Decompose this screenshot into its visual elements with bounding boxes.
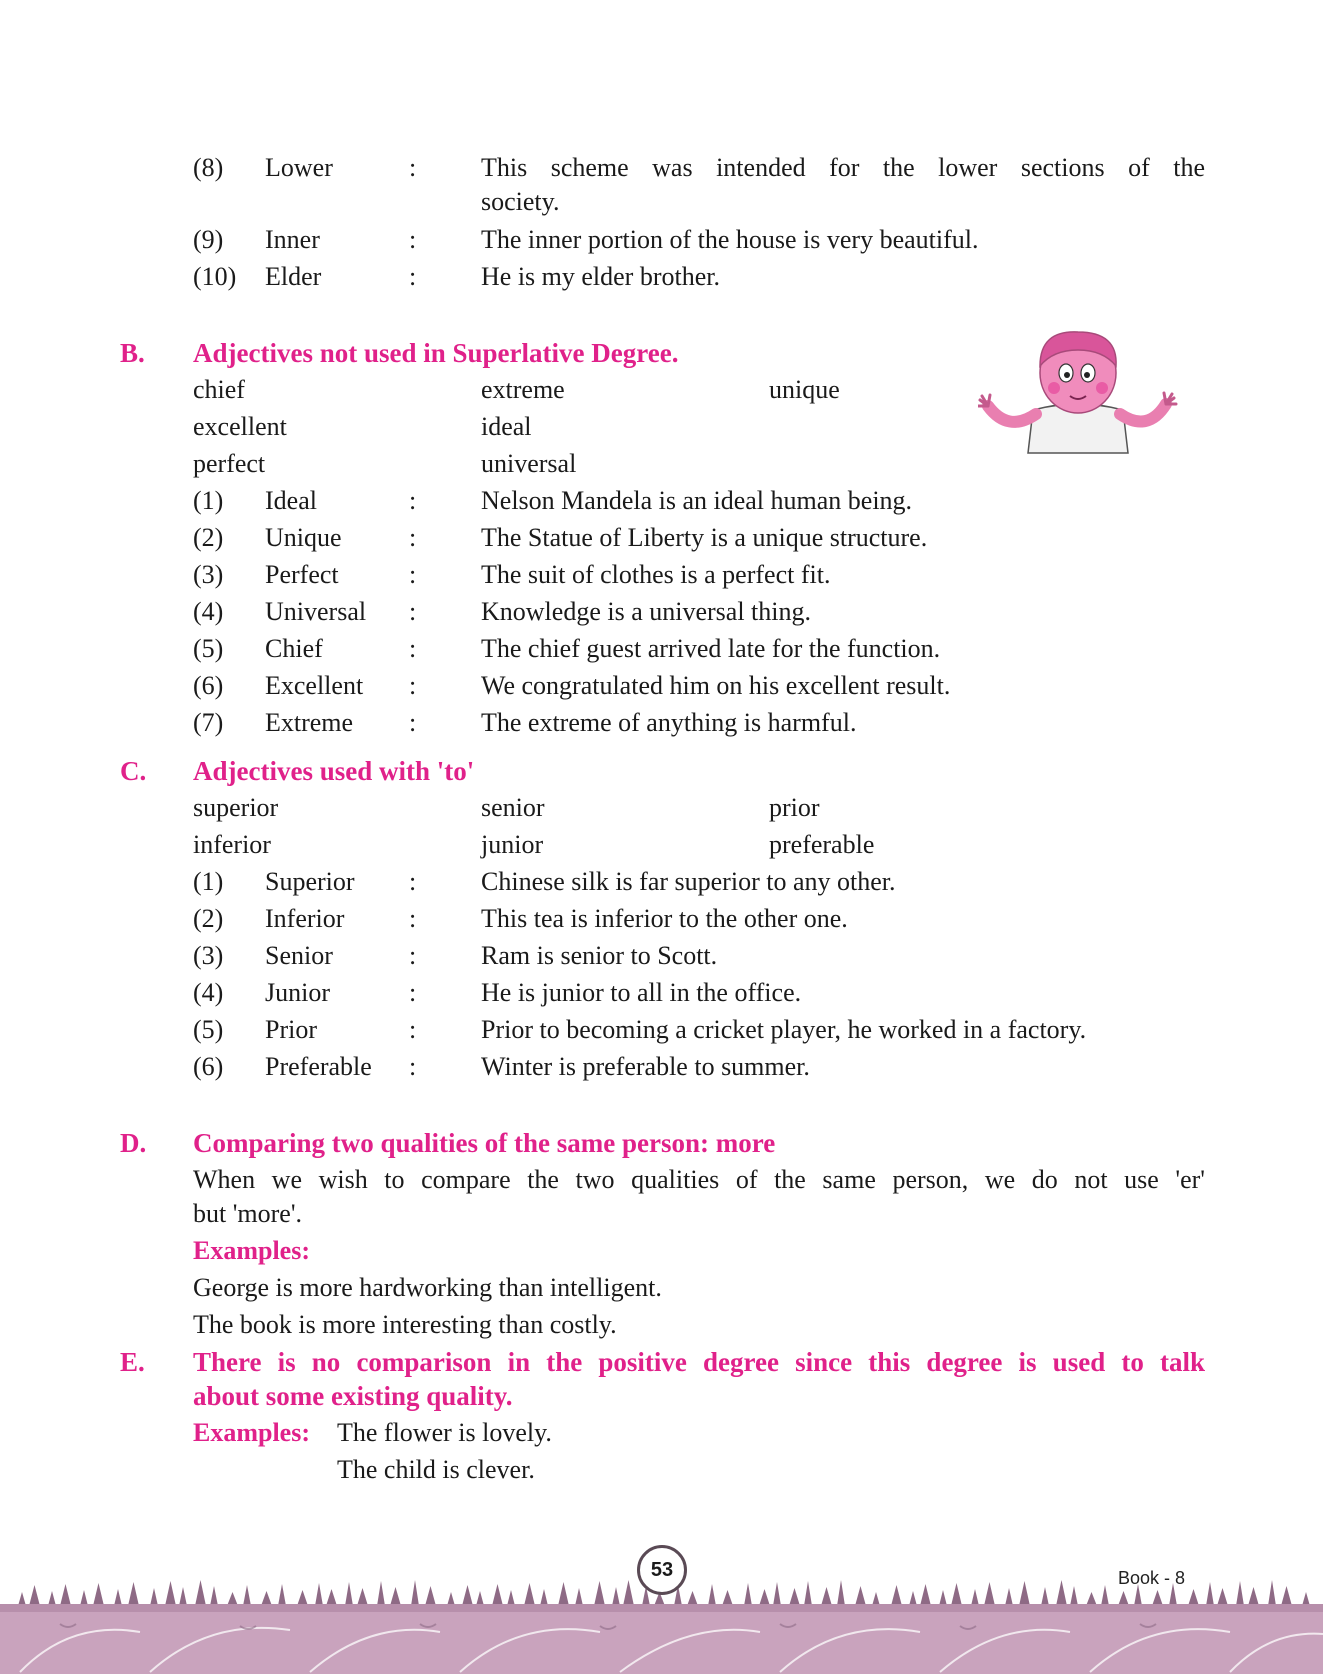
tree-shape (93, 1583, 104, 1606)
tree-shape (315, 1583, 323, 1606)
tree-shape (612, 1587, 620, 1606)
colon: : (409, 867, 417, 896)
section-b-letter: B. (120, 338, 145, 368)
tree-shape (476, 1591, 484, 1606)
tree-shape (462, 1585, 473, 1606)
adjective-word: Universal (265, 597, 367, 626)
adjective-word: Preferable (265, 1052, 372, 1081)
colon: : (409, 560, 417, 589)
adjective-word: Prior (265, 1015, 317, 1044)
tree-shape (804, 1581, 812, 1606)
adjective-word: Inner (265, 225, 320, 254)
item-number: (2) (193, 523, 224, 552)
tree-shape (789, 1588, 800, 1606)
example-sentence-cont: society. (481, 187, 560, 216)
tree-shape (1206, 1582, 1214, 1606)
tree-shape (1056, 1580, 1067, 1606)
example-sentence: Winter is preferable to summer. (481, 1052, 810, 1081)
tree-shape (1101, 1585, 1109, 1606)
tree-shape (150, 1588, 158, 1606)
adjective-word: Superior (265, 867, 355, 896)
tree-shape (837, 1580, 845, 1606)
tree-shape (60, 1584, 71, 1606)
tree-shape (891, 1585, 902, 1606)
tree-shape (1281, 1586, 1292, 1606)
colon: : (409, 486, 417, 515)
tree-shape (261, 1591, 272, 1606)
example-sentence: Knowledge is a universal thing. (481, 597, 811, 626)
tree-shape (357, 1588, 368, 1606)
tree-shape (1041, 1587, 1049, 1606)
item-number: (1) (193, 486, 224, 515)
colon: : (409, 978, 417, 1007)
colon: : (409, 708, 417, 737)
tree-shape (114, 1589, 122, 1606)
section-c-heading: Adjectives used with 'to' (193, 756, 475, 786)
cartoon-boy-illustration (978, 328, 1178, 458)
tree-shape (1070, 1586, 1078, 1606)
tree-shape (939, 1590, 947, 1606)
example-sentence: This scheme was intended for the lower sections of the (481, 153, 1205, 182)
colon: : (409, 597, 417, 626)
section-d-heading: Comparing two qualities of the same person: more (193, 1128, 776, 1158)
tree-shape (540, 1589, 548, 1606)
item-number: (1) (193, 867, 224, 896)
section-e-heading-line2: about some existing quality. (193, 1381, 513, 1411)
tree-shape (855, 1586, 866, 1606)
example-sentence: The inner portion of the house is very beautiful. (481, 225, 979, 254)
example-sentence: The Statue of Liberty is a unique structure. (481, 523, 928, 552)
adjective-word: Extreme (265, 708, 354, 737)
tree-shape (1118, 1591, 1129, 1606)
example-sentence: Ram is senior to Scott. (481, 941, 718, 970)
tree-shape (524, 1583, 535, 1606)
example-sentence: This tea is inferior to the other one. (481, 904, 848, 933)
tree-shape (165, 1581, 176, 1606)
tree-shape (759, 1589, 770, 1606)
adjective-word: Junior (265, 978, 330, 1007)
item-number: (7) (193, 708, 224, 737)
tree-shape (29, 1585, 40, 1606)
colon: : (409, 941, 417, 970)
example-sentence: Nelson Mandela is an ideal human being. (481, 486, 913, 515)
tree-shape (507, 1590, 515, 1606)
item-number: (6) (193, 1052, 224, 1081)
adjective-word: Lower (265, 153, 333, 182)
section-b-heading: Adjectives not used in Superlative Degree. (193, 338, 679, 368)
word-excellent: excellent (193, 412, 287, 441)
tree-shape (1188, 1589, 1199, 1606)
tree-shape (1236, 1581, 1244, 1606)
tree-shape (390, 1587, 401, 1606)
item-number: (4) (193, 597, 224, 626)
item-number: (8) (193, 153, 224, 182)
adjective-word: Senior (265, 941, 333, 970)
example-sentence: He is junior to all in the office. (481, 978, 802, 1007)
colon: : (409, 523, 417, 552)
tree-shape (1152, 1590, 1163, 1606)
example-sentence: The suit of clothes is a perfect fit. (481, 560, 831, 589)
item-number: (2) (193, 904, 224, 933)
adjective-word: Perfect (265, 560, 339, 589)
tree-shape (744, 1583, 752, 1606)
tree-shape (80, 1590, 88, 1606)
adjective-word: Ideal (265, 486, 317, 515)
item-number: (4) (193, 978, 224, 1007)
word-chief: chief (193, 375, 245, 404)
tree-shape (1217, 1588, 1228, 1606)
tree-shape (48, 1591, 56, 1606)
colon: : (409, 671, 417, 700)
tree-shape (377, 1581, 385, 1606)
tree-shape (951, 1583, 962, 1606)
tree-shape (447, 1592, 455, 1606)
tree-shape (722, 1590, 733, 1606)
adjective-word: Chief (265, 634, 323, 663)
colon: : (409, 153, 417, 182)
word-superior: superior (193, 793, 279, 822)
tree-shape (821, 1587, 832, 1606)
tree-shape (1302, 1592, 1310, 1606)
example-sentence: The extreme of anything is harmful. (481, 708, 857, 737)
tree-shape (623, 1580, 634, 1606)
word-preferable: preferable (769, 830, 875, 859)
colon: : (409, 1015, 417, 1044)
colon: : (409, 904, 417, 933)
tree-shape (984, 1582, 995, 1606)
tree-shape (179, 1587, 187, 1606)
tree-shape (920, 1584, 931, 1606)
tree-shape (575, 1588, 583, 1606)
section-d-letter: D. (120, 1128, 147, 1158)
section-d-example-2: The book is more interesting than costly. (193, 1310, 617, 1339)
item-number: (5) (193, 634, 224, 663)
section-e-example-2: The child is clever. (337, 1455, 535, 1484)
word-senior: senior (481, 793, 545, 822)
tree-shape (1086, 1592, 1097, 1606)
word-extreme: extreme (481, 375, 565, 404)
example-sentence: Prior to becoming a cricket player, he worked in a factory. (481, 1015, 1087, 1044)
tree-shape (345, 1582, 353, 1606)
tree-shape (128, 1582, 139, 1606)
tree-shape (18, 1592, 26, 1606)
tree-shape (243, 1585, 251, 1606)
tree-shape (278, 1584, 286, 1606)
page-number-badge (637, 1545, 687, 1595)
word-junior: junior (481, 830, 544, 859)
word-universal: universal (481, 449, 577, 478)
example-sentence: Chinese silk is far superior to any other. (481, 867, 896, 896)
tree-shape (773, 1582, 781, 1606)
example-sentence: The chief guest arrived late for the function. (481, 634, 941, 663)
tree-shape (492, 1584, 503, 1606)
item-number: (9) (193, 225, 224, 254)
tree-shape (411, 1580, 419, 1606)
page-number: 53 (650, 1558, 674, 1581)
adjective-word: Inferior (265, 904, 345, 933)
tree-shape (195, 1580, 206, 1606)
word-ideal: ideal (481, 412, 532, 441)
adjective-word: Excellent (265, 671, 364, 700)
tree-shape (909, 1591, 917, 1606)
section-c-letter: C. (120, 756, 147, 786)
section-e-letter: E. (120, 1347, 145, 1377)
tree-shape (687, 1591, 698, 1606)
adjective-word: Unique (265, 523, 342, 552)
tree-shape (558, 1582, 569, 1606)
section-d-text-line2: but 'more'. (193, 1199, 303, 1228)
colon: : (409, 1052, 417, 1081)
tree-shape (708, 1584, 716, 1606)
item-number: (10) (193, 262, 237, 291)
tree-shape (326, 1589, 337, 1606)
tree-shape (971, 1589, 979, 1606)
item-number: (6) (193, 671, 224, 700)
adjective-word: Elder (265, 262, 322, 291)
tree-shape (1248, 1587, 1259, 1606)
tree-shape (1019, 1581, 1030, 1606)
example-sentence: He is my elder brother. (481, 262, 720, 291)
example-sentence: We congratulated him on his excellent result. (481, 671, 951, 700)
tree-shape (594, 1581, 605, 1606)
book-label: Book - 8 (1118, 1568, 1186, 1588)
tree-shape (297, 1590, 308, 1606)
tree-shape (1005, 1588, 1013, 1606)
section-e-examples-label: Examples: (193, 1418, 310, 1447)
item-number: (3) (193, 941, 224, 970)
tree-shape (210, 1586, 218, 1606)
section-d-text-line1: When we wish to compare the two qualities of the same person, we do not use 'er' (193, 1165, 1205, 1194)
colon: : (409, 634, 417, 663)
colon: : (409, 262, 417, 291)
tree-shape (1268, 1580, 1276, 1606)
section-e-example-1: The flower is lovely. (337, 1418, 552, 1447)
tree-shape (872, 1592, 880, 1606)
item-number: (5) (193, 1015, 224, 1044)
section-d-examples-label: Examples: (193, 1236, 310, 1265)
tree-shape (425, 1586, 436, 1606)
item-number: (3) (193, 560, 224, 589)
section-e-heading-line1: There is no comparison in the positive degree since this degree is used to talk (193, 1347, 1205, 1377)
section-d-example-1: George is more hardworking than intelligent. (193, 1273, 662, 1302)
word-inferior: inferior (193, 830, 271, 859)
word-perfect: perfect (193, 449, 266, 478)
tree-shape (227, 1592, 238, 1606)
word-prior: prior (769, 793, 820, 822)
word-unique: unique (769, 375, 840, 404)
colon: : (409, 225, 417, 254)
